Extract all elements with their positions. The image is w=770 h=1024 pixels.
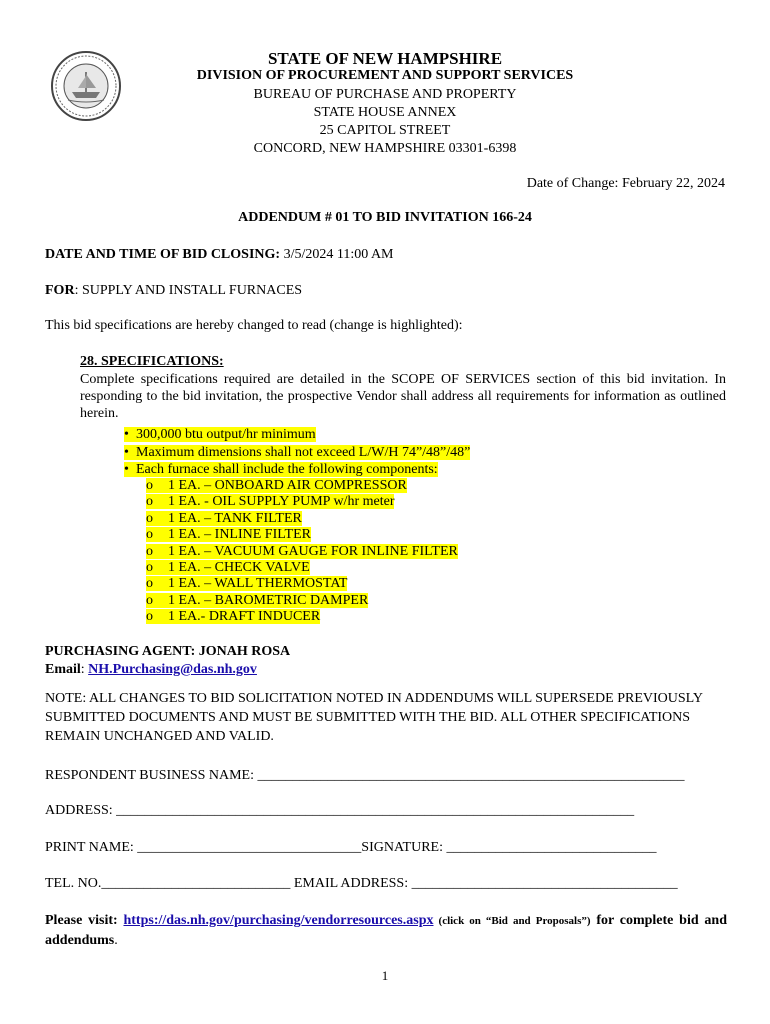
visit-prefix: Please visit:: [45, 913, 124, 928]
division-name: DIVISION OF PROCUREMENT AND SUPPORT SERVICES: [196, 68, 574, 83]
visit-suffix: for complete bid and addendums: [45, 913, 728, 948]
list-item: o 1 EA. – CHECK VALVE: [146, 560, 310, 576]
spec-bullets: [124, 426, 470, 479]
for-value: : SUPPLY AND INSTALL FURNACES: [74, 283, 303, 298]
list-item: o 1 EA. - OIL SUPPLY PUMP w/hr meter: [146, 494, 395, 510]
list-item: • Maximum dimensions shall not exceed L/W/H 74”/48”/48”: [124, 444, 471, 460]
component-text: 1 EA. – CHECK VALVE: [168, 560, 310, 576]
agent-email-link[interactable]: NH.Purchasing@das.nh.gov: [88, 662, 257, 677]
list-item: o 1 EA. – TANK FILTER: [146, 510, 302, 526]
component-list: [146, 478, 458, 626]
list-item: o 1 EA. – INLINE FILTER: [146, 527, 311, 543]
print-signature-field[interactable]: PRINT NAME: ________________________________SIGNATURE: ______________________________: [45, 840, 657, 855]
street-address: 25 CAPITOL STREET: [319, 123, 451, 138]
agent-label: PURCHASING AGENT: [45, 644, 191, 659]
addendum-title: ADDENDUM # 01 TO BID INVITATION 166-24: [238, 210, 532, 225]
city-address: CONCORD, NEW HAMPSHIRE 03301-6398: [253, 141, 517, 156]
visit-period: .: [114, 933, 118, 948]
component-text: 1 EA. – VACUUM GAUGE FOR INLINE FILTER: [168, 543, 458, 559]
bureau-name: BUREAU OF PURCHASE AND PROPERTY: [253, 87, 517, 102]
spec-heading: 28. SPECIFICATIONS:: [80, 354, 224, 369]
component-text: 1 EA. – WALL THERMOSTAT: [168, 576, 348, 592]
spec-body: Complete specifications required are detailed in the SCOPE OF SERVICES section of this bid invitation. In responding to the bid invitation, the prospective Vendor shall address all requirements for information as outlined herein.: [80, 372, 726, 421]
tel-email-field[interactable]: TEL. NO.___________________________ EMAIL ADDRESS: ______________________________________: [45, 876, 678, 891]
list-item: o 1 EA.- DRAFT INDUCER: [146, 609, 321, 625]
bullet-text: Maximum dimensions shall not exceed L/W/H 74”/48”/48”: [136, 444, 471, 460]
bullet-text: 300,000 btu output/hr minimum: [136, 427, 316, 442]
state-title: STATE OF NEW HAMPSHIRE: [267, 49, 503, 68]
list-item: o 1 EA. – VACUUM GAUGE FOR INLINE FILTER: [146, 543, 458, 559]
component-text: 1 EA.- DRAFT INDUCER: [168, 609, 321, 625]
list-item: o 1 EA. – WALL THERMOSTAT: [146, 576, 348, 592]
list-item: • Each furnace shall include the following components:: [124, 462, 438, 477]
component-text: 1 EA. – ONBOARD AIR COMPRESSOR: [168, 478, 407, 493]
agent-name: : JONAH ROSA: [190, 644, 291, 659]
date-of-change: Date of Change: February 22, 2024: [526, 176, 725, 191]
email-label: Email: [45, 662, 81, 677]
component-text: 1 EA. – TANK FILTER: [168, 510, 302, 526]
agent-email-line: [45, 662, 257, 678]
list-item: o 1 EA. – BAROMETRIC DAMPER: [146, 592, 369, 608]
bid-closing: [45, 247, 394, 263]
bid-closing-label: DATE AND TIME OF BID CLOSING:: [45, 247, 281, 262]
bid-closing-value: 3/5/2024 11:00 AM: [280, 247, 394, 262]
address-field[interactable]: ADDRESS: __________________________________________________________________________: [45, 803, 635, 818]
purchasing-agent: [45, 644, 290, 660]
component-text: 1 EA. – INLINE FILTER: [168, 527, 311, 543]
component-text: 1 EA. – BAROMETRIC DAMPER: [168, 592, 369, 608]
note-text: NOTE: ALL CHANGES TO BID SOLICITATION NOTED IN ADDENDUMS WILL SUPERSEDE PREVIOUSLY SUBMITTED DOCUMENTS AND MUST BE SUBMITTED WITH THE BID. ALL OTHER SPECIFICATIONS REMAIN UNCHANGED AND VALID.: [45, 691, 703, 744]
visit-text: [45, 911, 727, 950]
list-item: • 300,000 btu output/hr minimum: [124, 427, 316, 442]
page-number: 1: [381, 968, 389, 983]
component-text: 1 EA. - OIL SUPPLY PUMP w/hr meter: [168, 494, 395, 510]
vendor-resources-link[interactable]: https://das.nh.gov/purchasing/vendorresources.aspx: [123, 913, 434, 928]
annex-name: STATE HOUSE ANNEX: [313, 105, 457, 120]
list-item: o 1 EA. – ONBOARD AIR COMPRESSOR: [146, 478, 407, 493]
visit-paren: (click on “Bid and Proposals”): [433, 915, 591, 927]
for-label: FOR: [45, 283, 75, 298]
bullet-text: Each furnace shall include the following components:: [136, 462, 438, 477]
for-line: [45, 283, 302, 299]
business-name-field[interactable]: RESPONDENT BUSINESS NAME: _____________________________________________________________: [45, 768, 685, 783]
email-separator: :: [80, 662, 89, 677]
intro-text: This bid specifications are hereby changed to read (change is highlighted):: [45, 318, 463, 333]
